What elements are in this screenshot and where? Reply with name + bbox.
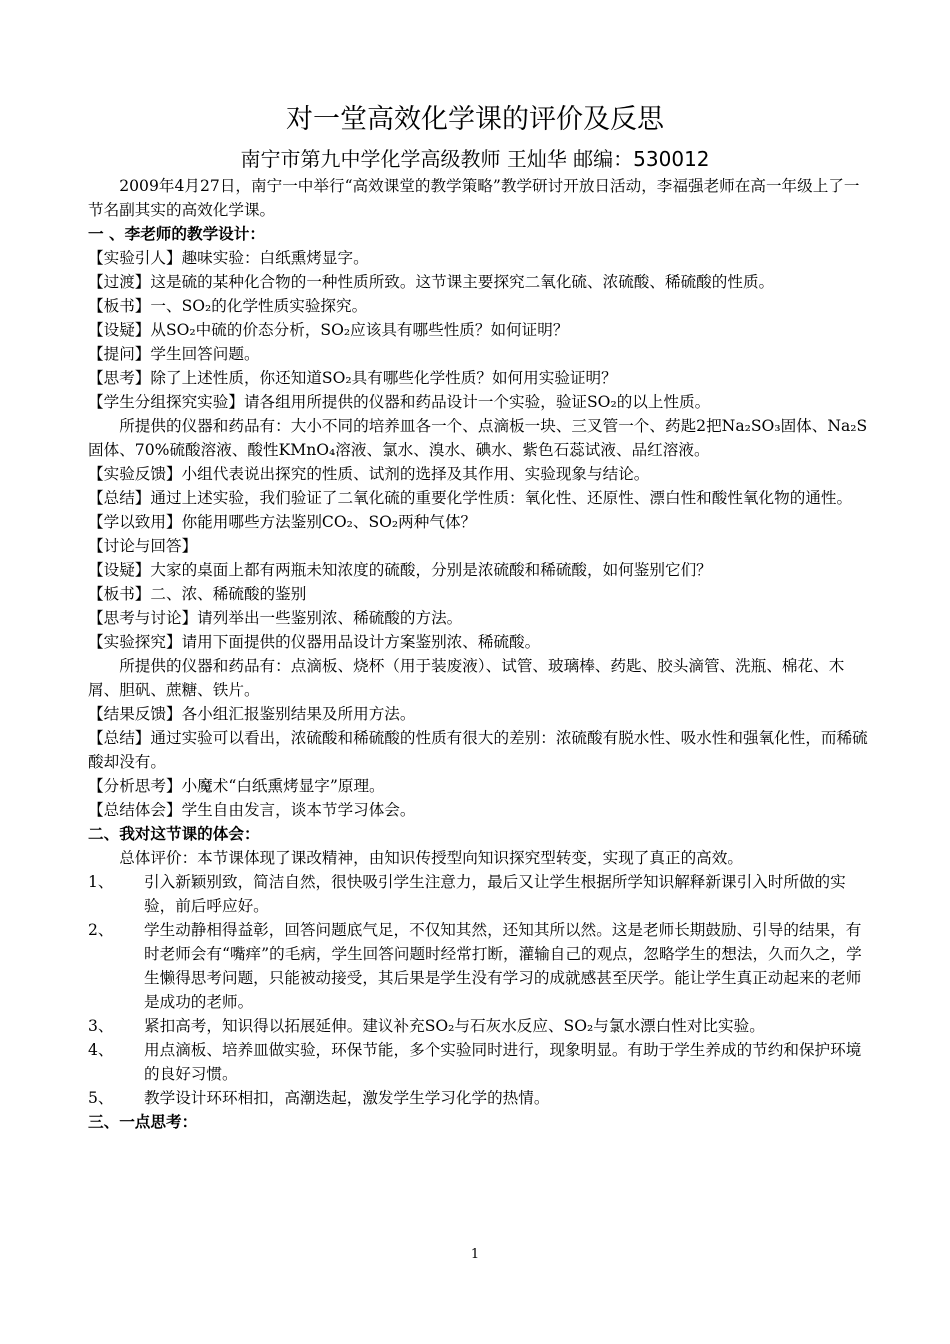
section-heading-1: 一 、李老师的教学设计： bbox=[88, 225, 265, 243]
item-number: 3、 bbox=[88, 1017, 114, 1035]
section-heading-3: 三、一点思考： bbox=[88, 1113, 198, 1131]
paragraph: 【板书】二、浓、稀硫酸的鉴别 bbox=[88, 585, 307, 603]
paragraph: 【思考】除了上述性质，你还知道SO₂具有哪些化学性质？如何用实验证明？ bbox=[88, 369, 617, 387]
paragraph: 【实验探究】请用下面提供的仪器用品设计方案鉴别浓、稀硫酸。 bbox=[88, 633, 541, 651]
document-body bbox=[88, 174, 874, 1134]
paragraph: 【板书】一、SO₂的化学性质实验探究。 bbox=[88, 297, 368, 315]
paragraph: 【设疑】大家的桌面上都有两瓶未知浓度的硫酸，分别是浓硫酸和稀硫酸，如何鉴别它们？ bbox=[88, 561, 712, 579]
page-title: 对一堂高效化学课的评价及反思 bbox=[286, 104, 664, 135]
numbered-item bbox=[88, 870, 874, 918]
item-number: 2、 bbox=[88, 921, 114, 939]
intro-paragraph: 2009年4月27日，南宁一中举行“高效课堂的教学策略”教学研讨开放日活动，李福强老师在高一年级上了一节名副其实的高效化学课。 bbox=[88, 177, 860, 219]
numbered-item bbox=[88, 918, 874, 1014]
author-line: 南宁市第九中学化学高级教师 王灿华 邮编：530012 bbox=[240, 147, 710, 171]
item-text: 紧扣高考，知识得以拓展延伸。建议补充SO₂与石灰水反应、SO₂与氯水漂白性对比实验。 bbox=[144, 1017, 765, 1035]
paragraph: 【总结】通过上述实验，我们验证了二氧化硫的重要化学性质：氧化性、还原性、漂白性和酸性氧化物的通性。 bbox=[88, 489, 853, 507]
numbered-item bbox=[88, 1038, 874, 1086]
numbered-item bbox=[88, 1086, 874, 1110]
item-text: 引入新颖别致，简洁自然，很快吸引学生注意力，最后又让学生根据所学知识解释新课引入时所做的实验，前后呼应好。 bbox=[144, 873, 846, 915]
paragraph: 【总结】通过实验可以看出，浓硫酸和稀硫酸的性质有很大的差别：浓硫酸有脱水性、吸水性和强氧化性，而稀硫酸却没有。 bbox=[88, 729, 868, 771]
item-text: 教学设计环环相扣，高潮迭起，激发学生学习化学的热情。 bbox=[144, 1089, 550, 1107]
paragraph: 【学以致用】你能用哪些方法鉴别CO₂、SO₂两种气体？ bbox=[88, 513, 477, 531]
paragraph: 所提供的仪器和药品有：点滴板、烧杯（用于装废液）、试管、玻璃棒、药匙、胶头滴管、洗瓶、棉花、木屑、胆矾、蔗糖、铁片。 bbox=[88, 657, 845, 699]
paragraph: 【过渡】这是硫的某种化合物的一种性质所致。这节课主要探究二氧化硫、浓硫酸、稀硫酸的性质。 bbox=[88, 273, 775, 291]
numbered-item bbox=[88, 1014, 874, 1038]
paragraph: 所提供的仪器和药品有：大小不同的培养皿各一个、点滴板一块、三叉管一个、药匙2把Na₂SO₃固体、Na₂S固体、70%硫酸溶液、酸性KMnO₄溶液、氯水、溴水、碘水、紫色石蕊试液、品红溶液。 bbox=[88, 417, 868, 459]
paragraph: 【实验反馈】小组代表说出探究的性质、试剂的选择及其作用、实验现象与结论。 bbox=[88, 465, 650, 483]
paragraph: 【提问】学生回答问题。 bbox=[88, 345, 260, 363]
paragraph: 【结果反馈】各小组汇报鉴别结果及所用方法。 bbox=[88, 705, 416, 723]
item-text: 用点滴板、培养皿做实验，环保节能，多个实验同时进行，现象明显。有助于学生养成的节约和保护环境的良好习惯。 bbox=[144, 1041, 862, 1083]
paragraph: 【实验引人】趣味实验：白纸熏烤显字。 bbox=[88, 249, 369, 267]
item-number: 5、 bbox=[88, 1089, 114, 1107]
paragraph: 【分析思考】小魔术“白纸熏烤显字”原理。 bbox=[88, 777, 385, 795]
item-number: 1、 bbox=[88, 873, 114, 891]
paragraph: 【设疑】从SO₂中硫的价态分析，SO₂应该具有哪些性质？如何证明？ bbox=[88, 321, 569, 339]
paragraph: 【学生分组探究实验】请各组用所提供的仪器和药品设计一个实验，验证SO₂的以上性质。 bbox=[88, 393, 711, 411]
summary-paragraph: 总体评价：本节课体现了课改精神，由知识传授型向知识探究型转变，实现了真正的高效。 bbox=[119, 849, 743, 867]
item-number: 4、 bbox=[88, 1041, 114, 1059]
paragraph: 【思考与讨论】请列举出一些鉴别浓、稀硫酸的方法。 bbox=[88, 609, 463, 627]
paragraph: 【讨论与回答】 bbox=[88, 537, 198, 555]
paragraph: 【总结体会】学生自由发言，谈本节学习体会。 bbox=[88, 801, 416, 819]
item-text: 学生动静相得益彰，回答问题底气足，不仅知其然，还知其所以然。这是老师长期鼓励、引导的结果，有时老师会有“嘴痒”的毛病，学生回答问题时经常打断，灌输自己的观点，忽略学生的想法，久而久之，学生懒得思考问题，只能被动接受，其后果是学生没有学习的成就感甚至厌学。能让学生真正动起来的老师是成功的老师。 bbox=[144, 921, 862, 1011]
section-heading-2: 二、我对这节课的体会： bbox=[88, 825, 260, 843]
page-number: 1 bbox=[470, 1247, 480, 1262]
